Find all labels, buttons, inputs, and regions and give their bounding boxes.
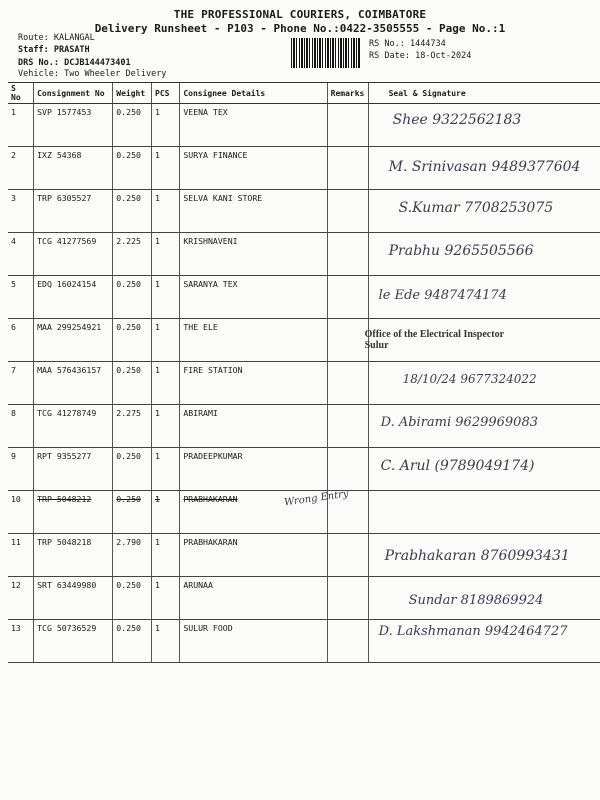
signature: Sundar 8189869924 [408, 593, 544, 608]
cell-pcs: 1 [152, 491, 180, 534]
col-weight: Weight [113, 83, 152, 104]
cell-signature [368, 190, 600, 233]
cell-remarks [327, 319, 368, 362]
rs-no-label: RS No.: [369, 39, 405, 49]
table-row [8, 491, 600, 534]
cell-pcs: 1 [152, 276, 180, 319]
drs-value: DCJB144473401 [64, 58, 131, 68]
signature: M. Srinivasan 9489377604 [388, 159, 581, 175]
cell-weight: 0.250 [113, 147, 152, 190]
cell-signature [368, 448, 600, 491]
cell-signature [364, 319, 600, 362]
vehicle-value: Two Wheeler Delivery [64, 69, 167, 79]
cell-sno: 10 [8, 491, 34, 534]
table-row [8, 104, 600, 147]
cell-consignment: TCG 41278749 [34, 405, 113, 448]
drs-label: DRS No.: [18, 58, 59, 68]
table-row [8, 319, 600, 362]
cell-consignee: PRABHAKARAN [180, 491, 327, 534]
table-row [8, 362, 600, 405]
signature: D. Lakshmanan 9942464727 [378, 624, 568, 639]
cell-consignee: SULUR FOOD [180, 620, 327, 663]
drs-line [18, 58, 131, 68]
signature: S.Kumar 7708253075 [398, 200, 554, 216]
cell-signature [368, 534, 600, 577]
cell-pcs: 1 [152, 233, 180, 276]
office-stamp: Office of the Electrical Inspector Sulur [364, 329, 504, 351]
cell-consignee: SURYA FINANCE [180, 147, 327, 190]
cell-signature [368, 233, 600, 276]
runsheet-table [8, 82, 600, 663]
cell-sno: 3 [8, 190, 34, 233]
cell-pcs: 1 [152, 147, 180, 190]
cell-remarks [327, 620, 368, 663]
cell-consignment: TRP 6305527 [34, 190, 113, 233]
cell-consignment: EDQ 16024154 [34, 276, 113, 319]
cell-weight: 2.790 [113, 534, 152, 577]
signature: 18/10/24 9677324022 [402, 372, 537, 386]
rs-date-value: 18-Oct-2024 [415, 51, 472, 61]
cell-consignment: SVP 1577453 [34, 104, 113, 147]
table-row [8, 448, 600, 491]
signature: D. Abirami 9629969083 [380, 415, 538, 430]
cell-pcs: 1 [152, 319, 180, 362]
col-sno: S No [8, 83, 34, 104]
cell-weight: 0.250 [113, 362, 152, 405]
wrong-entry-remark: Wrong Entry [283, 488, 349, 509]
table-row [8, 620, 600, 663]
cell-consignee: SELVA KANI STORE [180, 190, 327, 233]
cell-pcs: 1 [152, 190, 180, 233]
cell-remarks [327, 534, 368, 577]
signature: Shee 9322562183 [392, 112, 522, 128]
cell-consignee: VEENA TEX [180, 104, 327, 147]
cell-sno: 11 [8, 534, 34, 577]
cell-pcs: 1 [152, 534, 180, 577]
cell-signature [368, 147, 600, 190]
cell-consignee: SARANYA TEX [180, 276, 327, 319]
cell-consignment: TRP 5048218 [34, 534, 113, 577]
staff-label: Staff: [18, 45, 49, 55]
cell-signature [368, 577, 600, 620]
cell-remarks [327, 405, 368, 448]
cell-consignment: TCG 41277569 [34, 233, 113, 276]
cell-consignee: PRABHAKARAN [180, 534, 327, 577]
cell-weight: 0.250 [113, 319, 152, 362]
cell-pcs: 1 [152, 620, 180, 663]
col-consignment: Consignment No [34, 83, 113, 104]
cell-consignment: TCG 50736529 [34, 620, 113, 663]
table-row [8, 276, 600, 319]
staff-value: PRASATH [53, 45, 90, 55]
cell-weight: 0.250 [113, 104, 152, 147]
cell-pcs: 1 [152, 577, 180, 620]
cell-consignment: IXZ 54368 [34, 147, 113, 190]
cell-sno: 7 [8, 362, 34, 405]
rs-no-value: 1444734 [409, 39, 446, 49]
cell-remarks [283, 488, 368, 534]
cell-weight: 2.225 [113, 233, 152, 276]
route-line [18, 33, 95, 43]
cell-remarks [327, 448, 368, 491]
runsheet-subtitle: Delivery Runsheet - P103 - Phone No.:0422-3505555 - Page No.:1 [94, 22, 506, 35]
barcode [291, 38, 361, 68]
cell-remarks [327, 147, 368, 190]
cell-sno: 5 [8, 276, 34, 319]
cell-weight: 0.250 [113, 190, 152, 233]
signature: Prabhakaran 8760993431 [384, 548, 570, 564]
cell-consignment: MAA 299254921 [34, 319, 113, 362]
col-seal: Seal & Signature [368, 83, 600, 104]
cell-weight: 0.250 [113, 620, 152, 663]
cell-sno: 12 [8, 577, 34, 620]
table-row [8, 405, 600, 448]
route-label: Route: [18, 33, 49, 43]
cell-consignee: ABIRAMI [180, 405, 327, 448]
cell-sno: 8 [8, 405, 34, 448]
company-title: THE PROFESSIONAL COURIERS, COIMBATORE [173, 8, 427, 21]
cell-weight: 0.250 [113, 276, 152, 319]
cell-sno: 13 [8, 620, 34, 663]
cell-signature [368, 405, 600, 448]
cell-pcs: 1 [152, 362, 180, 405]
cell-signature [368, 276, 600, 319]
cell-sno: 1 [8, 104, 34, 147]
cell-weight: 0.250 [113, 491, 152, 534]
col-pcs: PCS [152, 83, 180, 104]
cell-signature [368, 620, 600, 663]
signature: Prabhu 9265505566 [388, 243, 534, 259]
table-row [8, 147, 600, 190]
cell-sno: 6 [8, 319, 34, 362]
cell-signature [368, 362, 600, 405]
vehicle-line [18, 69, 166, 79]
col-consignee: Consignee Details [180, 83, 327, 104]
cell-weight: 0.250 [113, 448, 152, 491]
cell-remarks [327, 362, 368, 405]
vehicle-label: Vehicle: [18, 69, 59, 79]
route-value: KALANGAL [53, 33, 95, 43]
cell-weight: 2.275 [113, 405, 152, 448]
cell-consignment: SRT 63449980 [34, 577, 113, 620]
cell-remarks [327, 276, 368, 319]
table-row [8, 190, 600, 233]
cell-weight: 0.250 [113, 577, 152, 620]
cell-consignee: ARUNAA [180, 577, 327, 620]
cell-consignee: KRISHNAVENI [180, 233, 327, 276]
cell-consignee: FIRE STATION [180, 362, 327, 405]
rs-no-line [369, 39, 446, 49]
cell-remarks [327, 104, 368, 147]
rs-date-label: RS Date: [369, 51, 410, 61]
cell-remarks [327, 190, 368, 233]
signature: le Ede 9487474174 [378, 288, 507, 303]
cell-consignment: TRP 5048212 [34, 491, 113, 534]
rs-date-line [369, 51, 471, 61]
cell-consignment: MAA 576436157 [34, 362, 113, 405]
cell-sno: 9 [8, 448, 34, 491]
cell-consignment: RPT 9355277 [34, 448, 113, 491]
cell-pcs: 1 [152, 104, 180, 147]
cell-signature [368, 491, 600, 534]
table-header-row [8, 83, 600, 104]
cell-remarks [327, 577, 368, 620]
col-remarks: Remarks [327, 83, 368, 104]
cell-consignee: PRADEEPKUMAR [180, 448, 327, 491]
staff-line [18, 45, 90, 55]
table-row [8, 577, 600, 620]
cell-remarks [327, 233, 368, 276]
table-row [8, 233, 600, 276]
cell-consignee: THE ELE [180, 319, 327, 362]
table-row [8, 534, 600, 577]
signature: C. Arul (9789049174) [380, 458, 535, 474]
cell-sno: 4 [8, 233, 34, 276]
cell-signature [368, 104, 600, 147]
cell-pcs: 1 [152, 405, 180, 448]
cell-sno: 2 [8, 147, 34, 190]
cell-pcs: 1 [152, 448, 180, 491]
